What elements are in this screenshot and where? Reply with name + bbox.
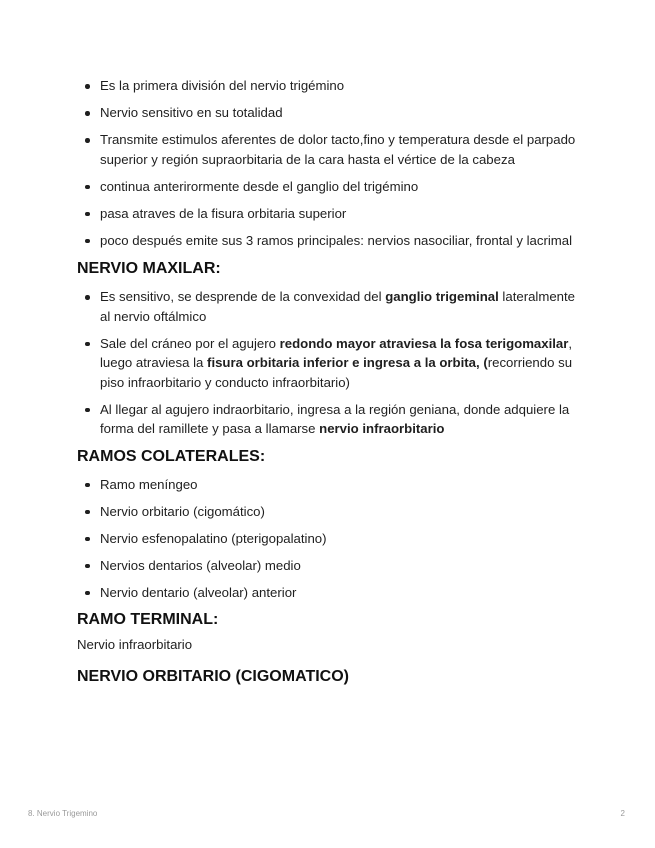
list-item: Es la primera división del nervio trigémino — [77, 76, 587, 96]
list-item: Nervio dentario (alveolar) anterior — [77, 583, 587, 603]
page-footer — [28, 809, 625, 818]
heading-ramo-terminal: RAMO TERMINAL: — [77, 611, 219, 628]
footer-title: 8. Nervio Trigemino — [28, 809, 98, 818]
bold-span: nervio infraorbitario — [319, 421, 445, 436]
bold-span: fisura orbitaria inferior e ingresa a la orbita, ( — [207, 355, 488, 370]
bold-span: redondo mayor atraviesa la fosa terigomaxilar — [279, 335, 569, 351]
list-item: Nervios dentarios (alveolar) medio — [77, 556, 587, 576]
list-item: Nervio orbitario (cigomático) — [77, 502, 587, 522]
list-item: pasa atraves de la fisura orbitaria superior — [77, 204, 587, 224]
page-number: 2 — [620, 809, 625, 818]
document-body — [77, 76, 587, 687]
text-span: , luego atraviesa la — [100, 335, 573, 370]
maxilar-list — [77, 287, 587, 439]
list-item — [77, 400, 587, 439]
list-item: poco después emite sus 3 ramos principales: nervios nasociliar, frontal y lacrimal — [77, 231, 587, 251]
text-span: Sale del cráneo por el agujero — [100, 335, 280, 351]
heading-nervio-orbitario: NERVIO ORBITARIO (CIGOMATICO) — [77, 667, 349, 685]
text-span: Al llegar al agujero indraorbitario, ingresa a la región geniana, donde adquiere la forma del ramillete y pasa a llamarse — [100, 401, 570, 436]
colaterales-list — [77, 475, 587, 603]
text-span: lateralmente al nervio oftálmico — [100, 289, 575, 324]
list-item — [77, 334, 587, 393]
ramo-terminal-text: Nervio infraorbitario — [77, 637, 193, 652]
list-item: continua anterirormente desde el ganglio del trigémino — [77, 177, 587, 197]
text-span: recorriendo su piso infraorbitario y conducto infraorbitario) — [100, 355, 573, 390]
list-item — [77, 287, 587, 326]
bold-span: ganglio trigeminal — [385, 289, 499, 304]
intro-list — [77, 76, 587, 250]
list-item: Nervio esfenopalatino (pterigopalatino) — [77, 529, 587, 549]
heading-ramos-colaterales: RAMOS COLATERALES: — [77, 447, 266, 465]
list-item: Nervio sensitivo en su totalidad — [77, 103, 587, 123]
text-span: Es sensitivo, se desprende de la convexidad del — [100, 289, 386, 304]
list-item: Ramo meníngeo — [77, 475, 587, 495]
heading-nervio-maxilar: NERVIO MAXILAR: — [77, 260, 221, 277]
list-item: Transmite estimulos aferentes de dolor tacto,fino y temperatura desde el parpado superior y región supraorbitaria de la cara hasta el vértice de la cabeza — [77, 130, 587, 169]
